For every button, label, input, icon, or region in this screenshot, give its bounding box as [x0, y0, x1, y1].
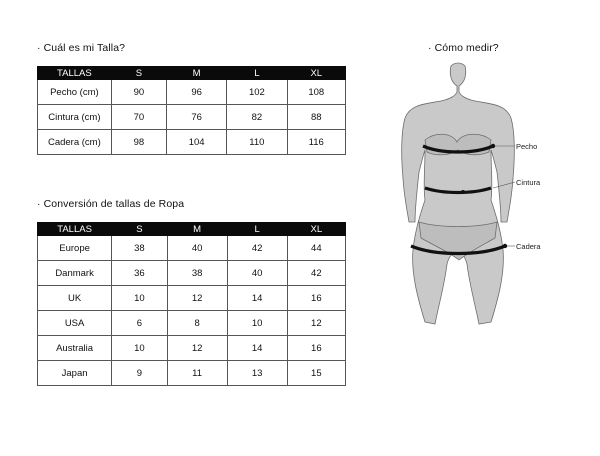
table-cell: 14	[227, 286, 287, 311]
table-cell: 82	[227, 105, 287, 130]
measure-title: · Cómo medir?	[428, 42, 499, 54]
table-row	[38, 261, 346, 286]
table-cell: 76	[166, 105, 226, 130]
row-label-europe: Europe	[38, 236, 112, 261]
row-label-cintura: Cintura (cm)	[38, 105, 112, 130]
conversion-table-title: · Conversión de tallas de Ropa	[37, 198, 185, 210]
row-label-cadera: Cadera (cm)	[38, 130, 112, 155]
header-cell-s: S	[111, 67, 166, 80]
table-row	[38, 361, 346, 386]
table-cell: 12	[167, 336, 227, 361]
table-cell: 14	[227, 336, 287, 361]
table-cell: 42	[287, 261, 345, 286]
table-cell: 42	[227, 236, 287, 261]
header-cell-l: L	[227, 67, 287, 80]
table-cell: 16	[287, 336, 345, 361]
table-cell: 9	[112, 361, 167, 386]
table-cell: 10	[112, 336, 167, 361]
table-cell: 104	[166, 130, 226, 155]
header-cell-l: L	[227, 223, 287, 236]
table-cell: 10	[112, 286, 167, 311]
header-cell-tallas: TALLAS	[38, 223, 112, 236]
row-label-japan: Japan	[38, 361, 112, 386]
table-cell: 108	[287, 80, 345, 105]
table-cell: 44	[287, 236, 345, 261]
table-cell: 12	[287, 311, 345, 336]
table-cell: 110	[227, 130, 287, 155]
label-pecho: Pecho	[516, 142, 538, 151]
table-cell: 13	[227, 361, 287, 386]
size-table-header-row	[38, 67, 346, 80]
size-table	[37, 66, 346, 155]
table-cell: 15	[287, 361, 345, 386]
conversion-table	[37, 222, 346, 386]
table-cell: 96	[166, 80, 226, 105]
label-cadera: Cadera	[516, 242, 541, 251]
size-table-title: · Cuál es mi Talla?	[37, 42, 126, 54]
table-cell: 10	[227, 311, 287, 336]
table-cell: 12	[167, 286, 227, 311]
table-cell: 40	[227, 261, 287, 286]
table-row	[38, 105, 346, 130]
table-cell: 90	[111, 80, 166, 105]
row-label-danmark: Danmark	[38, 261, 112, 286]
row-label-uk: UK	[38, 286, 112, 311]
table-cell: 102	[227, 80, 287, 105]
table-row	[38, 236, 346, 261]
table-row	[38, 311, 346, 336]
table-cell: 36	[112, 261, 167, 286]
table-cell: 40	[167, 236, 227, 261]
table-cell: 88	[287, 105, 345, 130]
table-cell: 38	[112, 236, 167, 261]
label-cintura: Cintura	[516, 178, 541, 187]
table-row	[38, 336, 346, 361]
header-cell-m: M	[167, 223, 227, 236]
row-label-pecho: Pecho (cm)	[38, 80, 112, 105]
table-cell: 6	[112, 311, 167, 336]
table-row	[38, 286, 346, 311]
table-cell: 38	[167, 261, 227, 286]
table-row	[38, 80, 346, 105]
row-label-australia: Australia	[38, 336, 112, 361]
row-label-usa: USA	[38, 311, 112, 336]
table-cell: 8	[167, 311, 227, 336]
header-cell-xl: XL	[287, 67, 345, 80]
table-cell: 70	[111, 105, 166, 130]
conversion-table-header-row	[38, 223, 346, 236]
table-cell: 116	[287, 130, 345, 155]
body-measurement-figure	[395, 60, 555, 340]
table-cell: 98	[111, 130, 166, 155]
header-cell-xl: XL	[287, 223, 345, 236]
header-cell-m: M	[166, 67, 226, 80]
table-row	[38, 130, 346, 155]
header-cell-tallas: TALLAS	[38, 67, 112, 80]
table-cell: 16	[287, 286, 345, 311]
header-cell-s: S	[112, 223, 167, 236]
table-cell: 11	[167, 361, 227, 386]
